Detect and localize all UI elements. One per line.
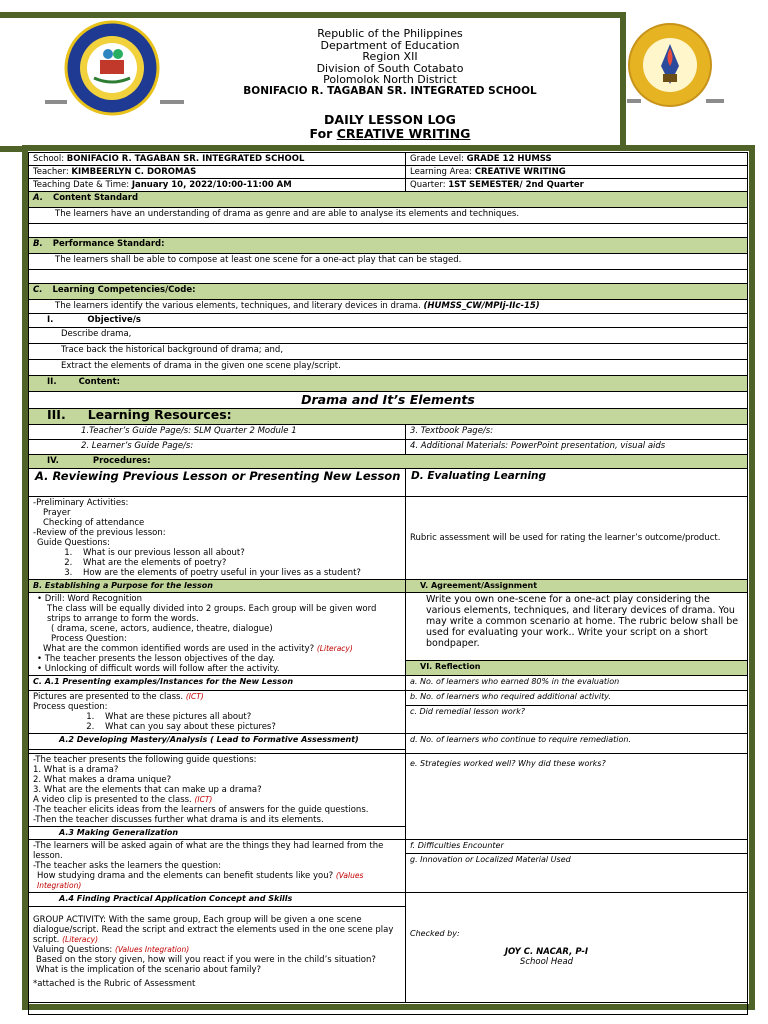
content-header: II. Content: xyxy=(29,376,748,392)
text-line: -The teacher elicits ideas from the learners of answers for the guide questions. xyxy=(33,805,369,815)
text-line: Pictures are presented to the class. xyxy=(33,692,184,702)
school-head-title: School Head xyxy=(519,956,574,967)
text-line: Unlocking of difficult words will follow after the activity. xyxy=(44,664,280,674)
text-line: Checking of attendance xyxy=(43,518,145,528)
text-line: Process Question: xyxy=(51,634,127,644)
text-line: -Review of the previous lesson: xyxy=(33,528,166,538)
objectives-header: I. Objective/s xyxy=(29,314,748,328)
resource-item: 1.Teacher’s Guide Page/s: SLM Quarter 2 Module 1 xyxy=(29,425,406,440)
purpose-body: • Drill: Word Recognition The class will be equally divided into 2 groups. Each group will be given word strips to arrange to form the words. ( drama, scene, actors, audience, theatre, dialogue) Process Question: What are the common identified words are used in the activity? (Literacy) • The teacher presents the lesson objectives of the day. • Unlocking of difficult words will follow after the activity. xyxy=(29,593,406,676)
resource-item: 4. Additional Materials: PowerPoint presentation, visual aids xyxy=(406,440,748,455)
objective-item: Describe drama, xyxy=(29,328,748,344)
text-line: Prayer xyxy=(43,508,71,518)
reflection-item: d. No. of learners who continue to require remediation. xyxy=(406,734,748,754)
objective-item: Extract the elements of drama in the given one scene play/script. xyxy=(29,360,748,376)
objective-item: Trace back the historical background of drama; and, xyxy=(29,344,748,360)
competencies-text: The learners identify the various elements, techniques, and literary devices in drama. (HUMSS_CW/MPIj-IIc-15) xyxy=(29,300,748,314)
header-school-name: BONIFACIO R. TAGABAN SR. INTEGRATED SCHOOL xyxy=(243,84,537,97)
info-row xyxy=(29,153,748,166)
spacer-row xyxy=(29,270,748,284)
text-line: Valuing Questions: xyxy=(33,945,113,955)
reflection-item: a. No. of learners who earned 80% in the evaluation xyxy=(406,676,748,691)
text-line: What is the implication of the scenario about family? xyxy=(36,965,262,975)
division-seal-logo xyxy=(64,20,160,116)
text-line: The class will be equally divided into 2 groups. Each group will be given word strips to arrange to form the words. xyxy=(47,604,377,624)
purpose-header: B. Establishing a Purpose for the lesson xyxy=(29,580,406,593)
rubric-text: Rubric assessment will be used for rating the learner’s outcome/product. xyxy=(406,497,748,580)
text-line: -The learners will be asked again of what are the things they had learned from the lesson. xyxy=(33,841,384,861)
grade-cell: Grade Level: GRADE 12 HUMSS xyxy=(406,153,748,166)
values-tag: (Values Integration) xyxy=(37,871,364,890)
reflection-item: g. Innovation or Localized Material Used xyxy=(406,854,748,893)
mastery-body xyxy=(29,754,406,827)
spacer-row xyxy=(29,224,748,238)
school-cell: School: BONIFACIO R. TAGABAN SR. INTEGRATED SCHOOL xyxy=(29,153,406,166)
generalization-header: A.3 Making Generalization xyxy=(29,827,406,840)
header-line: Republic of the Philippines xyxy=(317,27,463,40)
evaluating-learning-header: D. Evaluating Learning xyxy=(406,469,748,497)
bottom-row xyxy=(29,1003,748,1015)
reflection-item: f. Difficulties Encounter xyxy=(406,840,748,854)
ict-tag: (ICT) xyxy=(185,692,204,701)
text-line: 2. What makes a drama unique? xyxy=(33,775,172,785)
text-line: 1. What is a drama? xyxy=(33,765,119,775)
text-line: -The teacher presents the following guide questions: xyxy=(33,755,257,765)
text-line: Process question: xyxy=(33,702,108,712)
literacy-tag: (Literacy) xyxy=(316,644,353,653)
competencies-header: C. Learning Competencies/Code: xyxy=(29,284,748,300)
content-value: Drama and It’s Elements xyxy=(29,392,748,409)
list-item: 1. What is our previous lesson all about? xyxy=(75,548,401,558)
header-line: Polomolok North District xyxy=(323,73,457,86)
reflection-item: b. No. of learners who required additional activity. xyxy=(406,691,748,706)
text-line: A video clip is presented to the class. xyxy=(33,795,192,805)
area-cell: Learning Area: CREATIVE WRITING xyxy=(406,166,748,179)
performance-standard-text: The learners shall be able to compose at least one scene for a one-act play that can be staged. xyxy=(29,254,748,270)
content-standard-text: The learners have an understanding of drama as genre and are able to analyse its elements and techniques. xyxy=(29,208,748,224)
title-for: For xyxy=(309,126,337,141)
text-line: GROUP ACTIVITY: With the same group, Each group will be given a one scene dialogue/script. Read the script and extract the elements used in the one scene play script. xyxy=(33,915,394,945)
title-subject: CREATIVE WRITING xyxy=(336,126,471,141)
values-tag: (Values Integration) xyxy=(114,945,190,954)
application-body xyxy=(29,907,406,1003)
reviewing-lesson-body xyxy=(29,497,406,580)
content-standard-header: A. Content Standard xyxy=(29,192,748,208)
text-line: -The teacher asks the learners the question: xyxy=(33,861,222,871)
reflection-header: VI. Reflection xyxy=(406,660,748,675)
list-item: 2. What can you say about these pictures? xyxy=(97,722,401,732)
guide-question-list xyxy=(75,548,401,578)
procedures-header: IV. Procedures: xyxy=(29,455,748,469)
lesson-log-table xyxy=(28,152,748,1015)
checked-by-cell xyxy=(406,893,748,1003)
header-line: Department of Education xyxy=(320,38,460,52)
list-item: 1. What are these pictures all about? xyxy=(97,712,401,722)
mastery-header: A.2 Developing Mastery/Analysis ( Lead to Formative Assessment) xyxy=(29,734,406,750)
header-line: Division of South Cotabato xyxy=(316,61,464,75)
left-header-bar-2 xyxy=(160,100,184,104)
letterhead xyxy=(200,28,580,97)
text-line: ( drama, scene, actors, audience, theatre, dialogue) xyxy=(51,624,273,634)
text-line: 3. What are the elements that can make up a drama? xyxy=(33,785,262,795)
resource-item: 2. Learner’s Guide Page/s: xyxy=(29,440,406,455)
left-header-bar xyxy=(45,100,67,104)
info-row xyxy=(29,179,748,192)
resources-header: III. Learning Resources: xyxy=(29,409,748,425)
info-row xyxy=(29,166,748,179)
teacher-cell: Teacher: KIMBEERLYN C. DOROMAS xyxy=(29,166,406,179)
examples-body xyxy=(29,691,406,734)
literacy-tag: (Literacy) xyxy=(62,935,99,944)
text-line: Drill: Word Recognition xyxy=(44,594,143,604)
checked-by-label: Checked by: xyxy=(410,928,460,938)
reflection-item: e. Strategies worked well? Why did these works? xyxy=(406,754,748,840)
assignment-text: Write you own one-scene for a one-act play considering the various elements, techniques, and literary devices of drama. You may write a common scenario at home. The rubric below shall be used for evaluating your work.. Write your script on a short bondpaper. xyxy=(406,593,748,661)
text-line: -Preliminary Activities: xyxy=(33,498,129,508)
text-line: The teacher presents the lesson objectives of the day. xyxy=(44,654,275,664)
list-item: 2. What are the elements of poetry? xyxy=(75,558,401,568)
generalization-body xyxy=(29,840,406,893)
date-cell: Teaching Date & Time: January 10, 2022/10:00-11:00 AM xyxy=(29,179,406,192)
text-line: -Then the teacher discusses further what drama is and its elements. xyxy=(33,815,324,825)
resource-item: 3. Textbook Page/s: xyxy=(406,425,748,440)
quarter-cell: Quarter: 1ST SEMESTER/ 2nd Quarter xyxy=(406,179,748,192)
right-header-bar-2 xyxy=(706,99,724,103)
text-line: What are the common identified words are used in the activity? xyxy=(43,644,315,654)
text-line: Based on the story given, how will you react if you were in the child’s situation? xyxy=(36,955,376,965)
list-item: 3. How are the elements of poetry useful in your lives as a student? xyxy=(75,568,401,578)
reflection-item: c. Did remedial lesson work? xyxy=(406,706,748,734)
examples-header: C. A.1 Presenting examples/Instances for the New Lesson xyxy=(29,676,406,691)
performance-standard-header: B. Performance Standard: xyxy=(29,238,748,254)
reviewing-lesson-header: A. Reviewing Previous Lesson or Presenting New Lesson xyxy=(29,469,406,497)
text-line: *attached is the Rubric of Assessment xyxy=(33,979,196,989)
right-header-bar xyxy=(627,99,641,103)
title-line: DAILY LESSON LOG xyxy=(324,112,456,127)
process-question-list xyxy=(97,712,401,732)
assignment-header: V. Agreement/Assignment xyxy=(406,580,748,593)
header-line: Region XII xyxy=(362,50,418,63)
application-header: A.4 Finding Practical Application Concept and Skills xyxy=(29,893,406,907)
text-line: How studying drama and the elements can benefit students like you? xyxy=(37,871,334,881)
school-head-name: JOY C. NACAR, P-I xyxy=(504,946,589,957)
school-seal-logo xyxy=(627,22,713,108)
text-line: Guide Questions: xyxy=(37,538,110,548)
document-title xyxy=(250,113,530,141)
ict-tag: (ICT) xyxy=(194,795,213,804)
